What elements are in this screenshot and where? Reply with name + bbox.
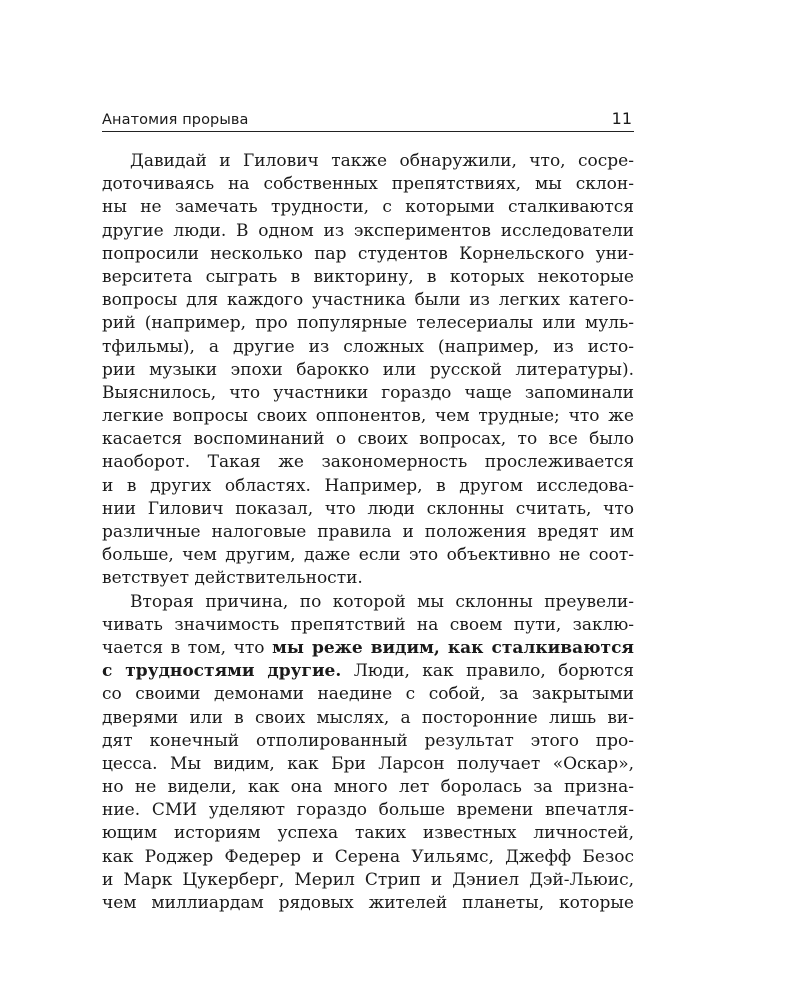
text-line: дверями или в своих мыслях, а посторонние лишь ви- [102, 707, 634, 728]
text-line: и Марк Цукерберг, Мерил Стрип и Дэниел Дэй-Льюис, [102, 869, 634, 890]
text-line: Вторая причина, по которой мы склонны преувели- [130, 591, 634, 612]
text-line: вопросы для каждого участника были из легких катего- [102, 290, 634, 311]
text-line: касается воспоминаний о своих вопросах, то все было [102, 429, 634, 450]
paragraph-2 [102, 591, 634, 916]
text-line: ющим историям успеха таких известных личностей, [102, 823, 634, 844]
text-line: ние. СМИ уделяют гораздо больше времени впечатля- [102, 800, 634, 821]
text-line: Давидай и Гилович также обнаружили, что, сосре- [130, 151, 634, 171]
text-line: чивать значимость препятствий на своем пути, заклю- [102, 614, 634, 635]
text-line: ветствует действительности. [102, 568, 363, 589]
text-line: легкие вопросы своих оппонентов, чем трудные; что же [102, 406, 634, 427]
text-line-with-emphasis [102, 660, 634, 683]
text-line: тфильмы), а другие из сложных (например, из исто- [102, 336, 634, 357]
emphasis-text: с трудностями другие. [102, 661, 342, 682]
text-line: как Роджер Федерер и Серена Уильямс, Джефф Безос [102, 846, 634, 867]
text-line: рий (например, про популярные телесериалы или муль- [102, 313, 634, 334]
text-line: но не видели, как она много лет боролась за призна- [102, 777, 634, 798]
text-line: цесса. Мы видим, как Бри Ларсон получает «Оскар», [102, 753, 634, 774]
text-line: рии музыки эпохи барокко или русской литературы). [102, 359, 634, 380]
body-text [102, 150, 634, 915]
text-line: Выяснилось, что участники гораздо чаще запоминали [102, 382, 634, 403]
text-line: нии Гилович показал, что люди склонны считать, что [102, 498, 634, 519]
running-head [102, 111, 634, 133]
text-line: попросили несколько пар студентов Корнельского уни- [102, 243, 634, 264]
text-line: наоборот. Такая же закономерность прослеживается [102, 452, 634, 473]
text-line: доточиваясь на собственных препятствиях, мы склон- [102, 174, 634, 195]
header-rule [102, 131, 634, 132]
text-line-with-emphasis [102, 637, 634, 660]
text-line: дят конечный отполированный результат этого про- [102, 730, 634, 751]
emphasis-text: мы реже видим, как сталкиваются [272, 637, 634, 658]
running-title: Анатомия прорыва [102, 112, 249, 128]
text-line: больше, чем другим, даже если это объективно не соот- [102, 545, 634, 566]
text-line: верситета сыграть в викторину, в которых некоторые [102, 266, 634, 287]
text-line: со своими демонами наедине с собой, за закрытыми [102, 684, 634, 705]
text-line: чем миллиардам рядовых жителей планеты, которые [102, 893, 634, 913]
text-line: и в других областях. Например, в другом исследова- [102, 475, 634, 496]
text-run: Люди, как правило, борются [341, 661, 634, 682]
text-line: другие люди. В одном из экспериментов исследователи [102, 220, 634, 241]
text-run: чается в том, что [102, 637, 273, 658]
text-line: ны не замечать трудности, с которыми сталкиваются [102, 197, 634, 218]
page-number: 11 [611, 109, 632, 128]
text-line: различные налоговые правила и положения вредят им [102, 522, 634, 542]
paragraph-1 [102, 150, 634, 591]
